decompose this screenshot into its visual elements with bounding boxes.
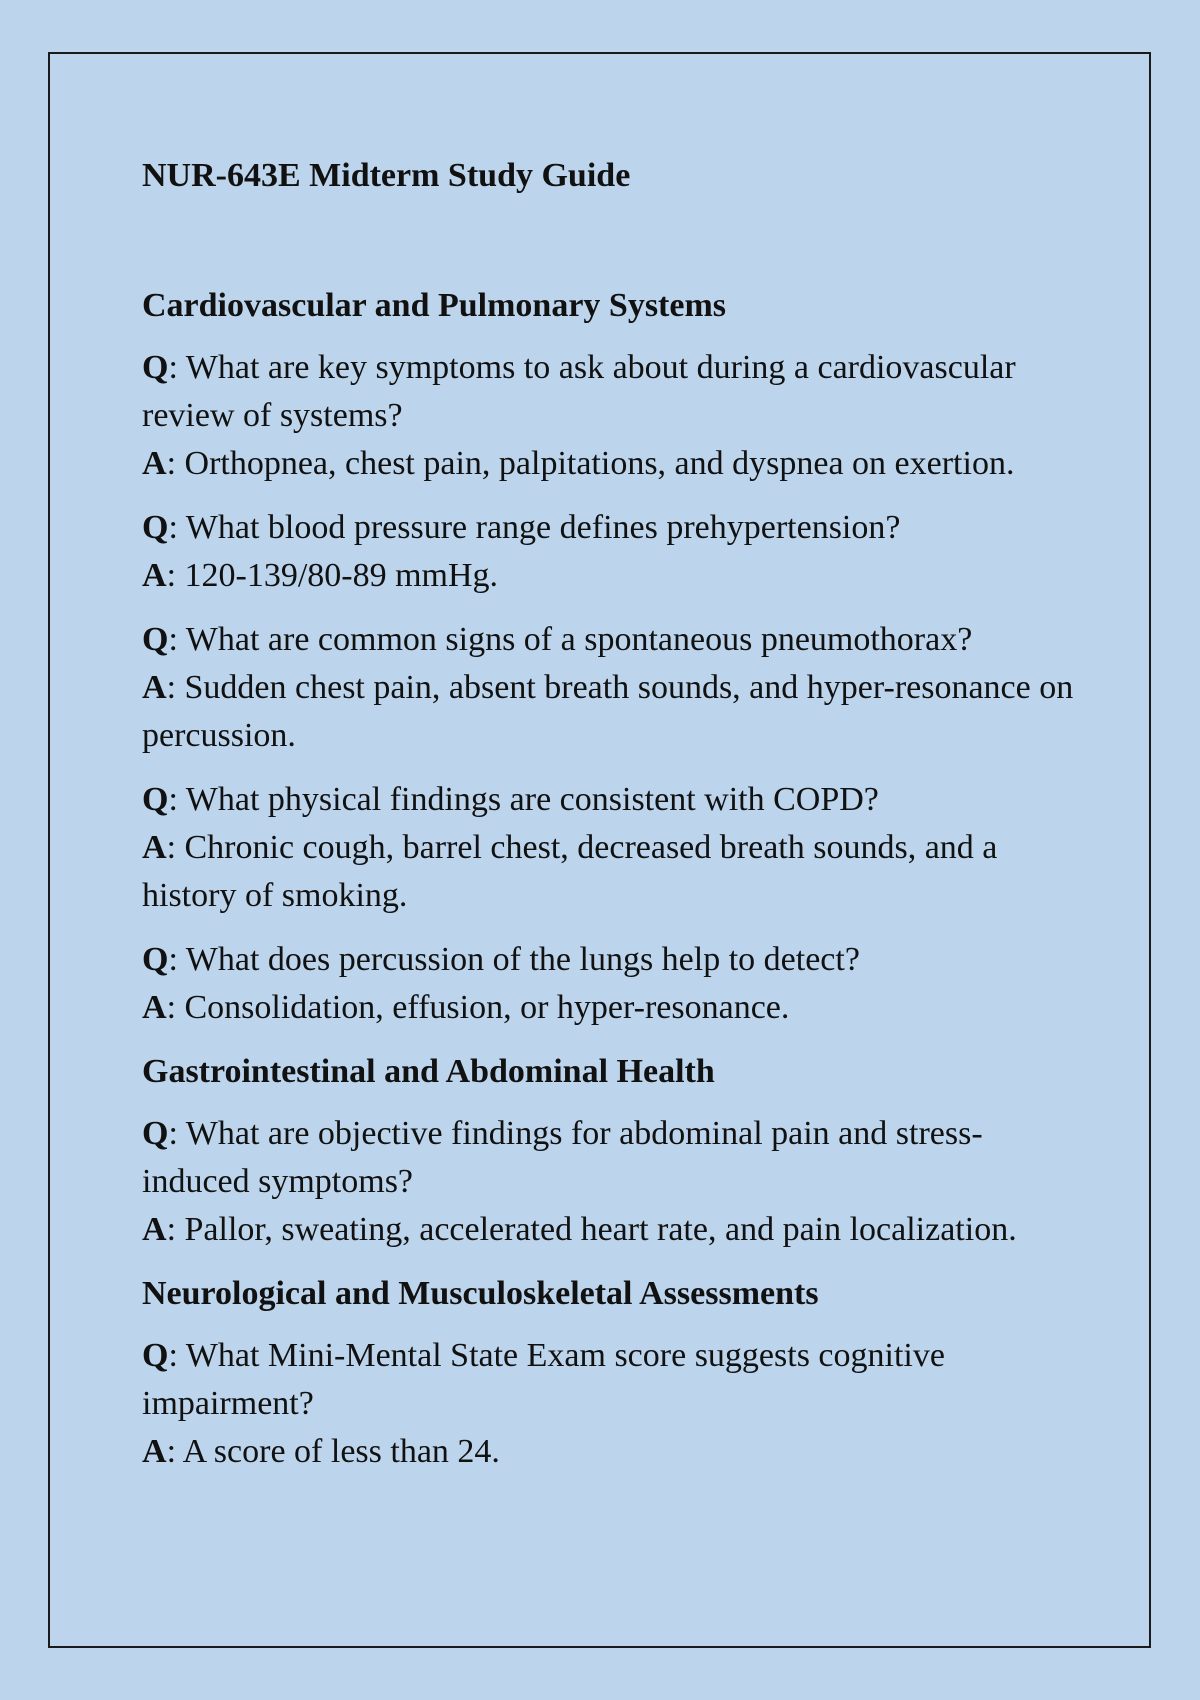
section-heading: Gastrointestinal and Abdominal Health <box>142 1053 715 1090</box>
document-title: NUR-643E Midterm Study Guide <box>142 157 631 194</box>
question-tag: Q <box>142 509 169 546</box>
answer-text: : Pallor, sweating, accelerated heart rate, and pain localization. <box>166 1211 1017 1248</box>
section-neurological-musculoskeletal <box>142 1270 1082 1476</box>
question-tag: Q <box>142 1337 169 1374</box>
question <box>142 504 1082 552</box>
question-text: : What are objective findings for abdominal pain and stress-induced symptoms? <box>142 1115 983 1200</box>
question-text: : What are common signs of a spontaneous pneumothorax? <box>168 621 973 658</box>
answer-tag: A <box>142 445 167 482</box>
section-heading: Cardiovascular and Pulmonary Systems <box>142 287 727 324</box>
answer-tag: A <box>142 989 167 1026</box>
question-text: : What physical findings are consistent with COPD? <box>168 781 879 818</box>
question-tag: Q <box>142 781 169 818</box>
question-text: : What blood pressure range defines prehypertension? <box>168 509 901 546</box>
question <box>142 1332 1082 1428</box>
answer-tag: A <box>142 669 167 706</box>
answer-text: : Consolidation, effusion, or hyper-resonance. <box>166 989 790 1026</box>
answer <box>142 984 1082 1032</box>
answer-text: : Chronic cough, barrel chest, decreased breath sounds, and a history of smoking. <box>142 829 998 914</box>
answer <box>142 1428 1082 1476</box>
question-text: : What does percussion of the lungs help to detect? <box>168 941 860 978</box>
answer <box>142 552 1082 600</box>
section-heading: Neurological and Musculoskeletal Assessments <box>142 1275 819 1312</box>
document-body <box>142 152 1082 1492</box>
question-tag: Q <box>142 349 169 386</box>
answer-text: : 120-139/80-89 mmHg. <box>166 557 499 594</box>
question <box>142 776 1082 824</box>
section-gastrointestinal-abdominal <box>142 1048 1082 1254</box>
question <box>142 344 1082 440</box>
answer-tag: A <box>142 829 167 866</box>
qa-item <box>142 1110 1082 1254</box>
question-text: : What are key symptoms to ask about during a cardiovascular review of systems? <box>142 349 1016 434</box>
section-cardiovascular-pulmonary <box>142 282 1082 1032</box>
answer <box>142 824 1082 920</box>
question <box>142 616 1082 664</box>
question-tag: Q <box>142 621 169 658</box>
question <box>142 1110 1082 1206</box>
qa-item <box>142 936 1082 1032</box>
answer-text: : Sudden chest pain, absent breath sounds, and hyper-resonance on percussion. <box>142 669 1074 754</box>
answer-tag: A <box>142 1433 167 1470</box>
question-tag: Q <box>142 941 169 978</box>
question-text: : What Mini-Mental State Exam score suggests cognitive impairment? <box>142 1337 945 1422</box>
answer-text: : Orthopnea, chest pain, palpitations, and dyspnea on exertion. <box>166 445 1015 482</box>
qa-item <box>142 504 1082 600</box>
qa-item <box>142 616 1082 760</box>
answer <box>142 664 1082 760</box>
answer-tag: A <box>142 557 167 594</box>
answer <box>142 440 1082 488</box>
answer-tag: A <box>142 1211 167 1248</box>
answer-text: : A score of less than 24. <box>166 1433 500 1470</box>
answer <box>142 1206 1082 1254</box>
qa-item <box>142 1332 1082 1476</box>
qa-item <box>142 776 1082 920</box>
question <box>142 936 1082 984</box>
question-tag: Q <box>142 1115 169 1152</box>
qa-item <box>142 344 1082 488</box>
